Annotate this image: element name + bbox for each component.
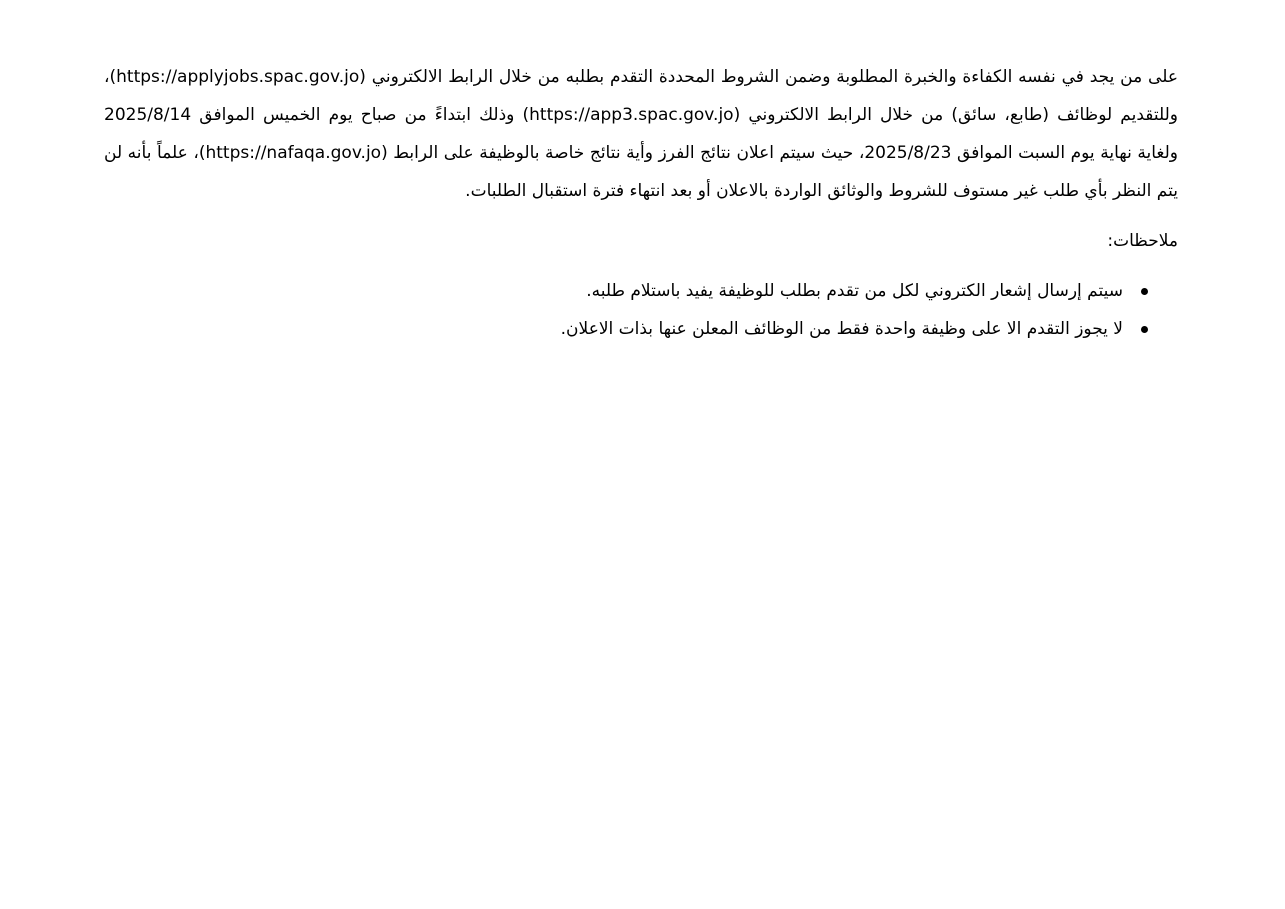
note-text: سيتم إرسال إشعار الكتروني لكل من تقدم بطلب للوظيفة يفيد باستلام طلبه. xyxy=(586,281,1123,301)
announcement-paragraph: على من يجد في نفسه الكفاءة والخبرة المطلوبة وضمن الشروط المحددة التقدم بطلبه من خلال الرابط الالكتروني (https://applyjobs.spac.gov.jo)، وللتقديم لوظائف (طابع، سائق) من خلال الرابط الالكتروني (https://app3.spac.gov.jo) وذلك ابتداءً من صباح يوم الخميس الموافق 2025/8/14 ولغاية نهاية يوم السبت الموافق 2025/8/23، حيث سيتم اعلان نتائج الفرز وأية نتائج خاصة بالوظيفة على الرابط (https://nafaqa.gov.jo)، علماً بأنه لن يتم النظر بأي طلب غير مستوف للشروط والوثائق الواردة بالاعلان أو بعد انتهاء فترة استقبال الطلبات. xyxy=(104,67,1178,201)
bullet-icon xyxy=(1141,326,1148,333)
note-item xyxy=(104,310,1178,348)
bullet-icon xyxy=(1141,288,1148,295)
notes-heading: ملاحظات: xyxy=(1107,231,1178,251)
note-item xyxy=(104,272,1178,310)
notes-list xyxy=(104,272,1178,348)
note-text: لا يجوز التقدم الا على وظيفة واحدة فقط من الوظائف المعلن عنها بذات الاعلان. xyxy=(560,319,1123,339)
document-page xyxy=(104,58,1178,348)
